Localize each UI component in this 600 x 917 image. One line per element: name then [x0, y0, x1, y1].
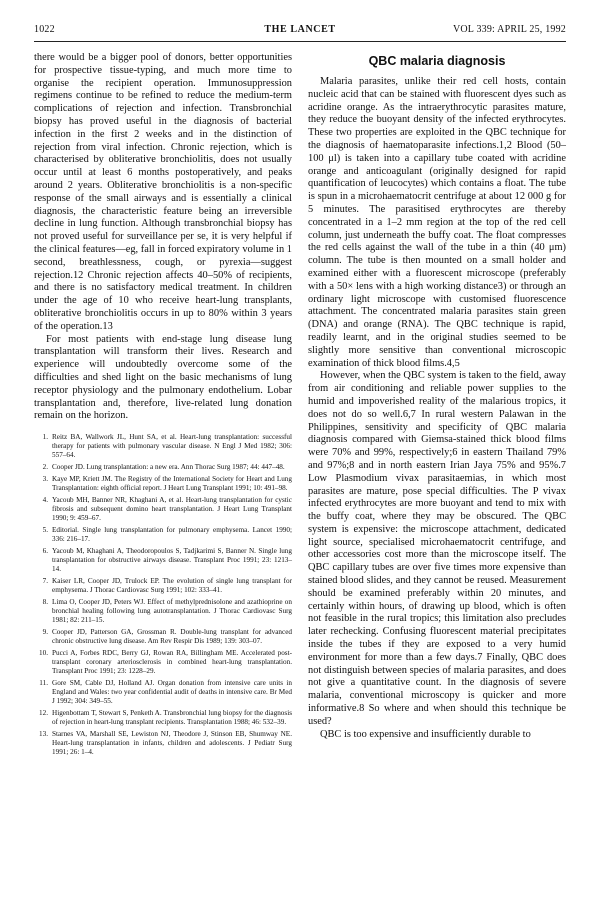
- reference-item: [34, 463, 292, 472]
- reference-text: Yacoub MH, Banner NR, Khaghani A, et al. Heart-lung transplantation for cystic fibrosis and subsequent domino heart transplantation. J Heart Lung Transplant 1990; 9: 459–67.: [52, 496, 292, 523]
- reference-number: 11.: [39, 679, 48, 688]
- reference-number: 10.: [39, 649, 48, 658]
- reference-item: [34, 598, 292, 625]
- journal-name: THE LANCET: [264, 24, 336, 35]
- reference-number: 13.: [39, 730, 48, 739]
- body-paragraph: there would be a bigger pool of donors, better opportunities for prospective tissue-typing, and much more time to organise the recipient operation. Immunosuppression regimens continue to be refined to reduce the medium-term complications of rejection and infection. Transbronchial biopsy has proved useful in the diagnosis of bacterial infection in the first 2 weeks and in the distinction of rejection from viral infection. Chronic rejection, which is characterised by obliterative bronchiolitis, does not usually occur until at least 6 months postoperatively, and peaks around 2 years. Obliterative bronchiolitis is a non-specific response of the small airways and is essentially a clinical diagnosis, the characteristic feature being an irreversible decline in lung function. Although transbronchial biopsy has not proved useful for surveillance per se, it is very helpful if the clinical features—eg, fall in forced expiratory volume in 1 second, breathlessness, cough, or pyrexia—suggest rejection.12 Chronic rejection affects 40–50% of recipients, and there is no satisfactory medical treatment. In children under the age of 10 who receive heart-lung transplants, obliterative bronchiolitis occurs in up to 80% within 3 years of the operation.13: [34, 52, 292, 332]
- reference-item: [34, 577, 292, 595]
- reference-number: 9.: [42, 628, 48, 637]
- body-paragraph: Malaria parasites, unlike their red cell hosts, contain nucleic acid that can be stained with fluorescent dyes such as acridine orange. As the intraerythrocytic parasites mature, they reduce the buoyant density of the infected erythrocytes. These two properties are exploited in the QBC technique for the diagnosis of haematoparasite infections.1,2 Blood (50–100 μl) is taken into a capillary tube coated with acridine orange and anticoagulant (originally designed for rapid quantification of leucocytes) which contains a float. The tube is spun in a microhaematocrit centrifuge at about 12 000 g for 5 minutes. The parasitised erythrocytes are thereby concentrated in a 1–2 mm region at the top of the red cell column, just underneath the buffy coat. The float compresses the red cells against the wall of the tube in a thin (40 μm) column. The tube is then mounted on a small holder and examined either with a fluorescent microscope (preferably with a 50× lens with a high working distance3) or through an ordinary light microscope with customised fluorescence attachment. The concentrated malaria parasites stain green (DNA) and orange (RNA). The QBC technique is rapid, readily learnt, and in the original studies seemed to be slightly more sensitive than conventional microscopic examination of thick blood films.4,5: [308, 76, 566, 369]
- header-rule: [34, 41, 566, 42]
- reference-item: [34, 709, 292, 727]
- reference-text: Pucci A, Forbes RDC, Berry GJ, Rowan RA, Billingham ME. Accelerated post-transplant coronary arteriosclerosis in combined heart-lung transplantation. Transplant Proc 1991; 23: 1228–29.: [52, 649, 292, 676]
- issue-info: VOL 339: APRIL 25, 1992: [452, 24, 566, 35]
- reference-text: Reitz BA, Wallwork JL, Hunt SA, et al. Heart-lung transplantation: successful therapy for patients with pulmonary vascular disease. N Engl J Med 1982; 306: 557–64.: [52, 433, 292, 460]
- reference-item: [34, 526, 292, 544]
- reference-number: 4.: [42, 496, 48, 505]
- reference-text: Editorial. Single lung transplantation for pulmonary emphysema. Lancet 1990; 336: 216–17.: [52, 526, 292, 544]
- running-header: [34, 24, 566, 40]
- reference-item: [34, 730, 292, 757]
- reference-item: [34, 547, 292, 574]
- reference-text: Higenbottam T, Stewart S, Penketh A. Transbronchial lung biopsy for the diagnosis of rejection in heart-lung transplant recipients. Transplantation 1988; 46: 532–39.: [52, 709, 292, 727]
- body-paragraph: QBC is too expensive and insufficiently durable to: [320, 728, 531, 740]
- body-paragraph: However, when the QBC system is taken to the field, away from air conditioning and reliable power supplies to the humid and impoverished reality of the malarious tropics, it does not do so well.6,7 In rural western Palawan in the Philippines, sensitivity and specificity of QBC malaria diagnosis compared with Giemsa-stained thick blood films were 70% and 99%, respectively;6 in eastern Thailand 79% and 97%;8 and in north eastern Irian Jaya 75% and 95%.7 Low Plasmodium vivax parasitaemias, in which most parasites are mature, pose special difficulties. The P vivax infected erythrocytes are more buoyant and tend to mix with the buffy coat, where they may be obscured. The QBC system is expensive: the microscope attachment, dedicated light source, specialised microhaematocrit centrifuge, and other accessories cost more than the microscope itself. The QBC capillary tubes are over five times more expensive than stained blood slides, and they cannot be reused. Measurement should be examined preferably within 20 minutes, and certainly within hours, of drawing up blood, which is often not feasible in the rural tropics; this limitation also precludes later rechecking. Confusing fluorescent material precipitates inside the tubes if they are exposed to a very humid environment for more than a few days.7 Finally, QBC does not distinguish between species of malaria parasites, and does not give a quantitative count. In the diagnosis of severe malaria, conventional microscopy is quicker and more informative.8 So where and when should this technique be used?: [308, 370, 566, 727]
- reference-item: [34, 475, 292, 493]
- reference-number: 6.: [42, 547, 48, 556]
- page-number: 1022: [34, 24, 55, 35]
- right-column: [308, 52, 566, 741]
- reference-text: Yacoub M, Khaghani A, Theodoropoulos S, Tadjkarimi S, Banner N. Single lung transplantation for obstructive airways disease. Transplant Proc 1991; 23: 1213–14.: [52, 547, 292, 574]
- reference-list: [34, 433, 292, 757]
- reference-item: [34, 628, 292, 646]
- body-paragraph: For most patients with end-stage lung disease lung transplantation will transform their lives. Research and experience will undoubtedly overcome some of the difficulties and shed light on the basic mechanisms of lung receptor physiology and the pulmonary endothelium. Lobar transplantation and, therefore, live-related lung donation remain on the horizon.: [34, 333, 292, 422]
- reference-text: Gore SM, Cable DJ, Holland AJ. Organ donation from intensive care units in England and Wales: two year confidential audit of deaths in intensive care. Br Med J 1992; 304: 349–55.: [52, 679, 292, 706]
- reference-text: Kaye MP, Kriett JM. The Registry of the International Society for Heart and Lung Transplantation: eighth official report. J Heart Lung Transplant 1991; 10: 491–98.: [52, 475, 292, 493]
- reference-text: Cooper JD. Lung transplantation: a new era. Ann Thorac Surg 1987; 44: 447–48.: [52, 463, 285, 472]
- reference-number: 5.: [42, 526, 48, 535]
- reference-number: 3.: [42, 475, 48, 484]
- reference-text: Kaiser LR, Cooper JD, Trulock EP. The evolution of single lung transplant for emphysema. J Thorac Cardiovasc Surg 1991; 102: 333–41.: [52, 577, 292, 595]
- reference-number: 1.: [42, 433, 48, 442]
- reference-text: Lima O, Cooper JD, Peters WJ. Effect of methylprednisolone and azathioprine on bronchial healing following lung autotransplantation. J Thorac Cardiovasc Surg 1981; 82: 211–15.: [52, 598, 292, 625]
- left-column: [34, 52, 292, 760]
- reference-number: 8.: [42, 598, 48, 607]
- reference-number: 7.: [42, 577, 48, 586]
- article-title: QBC malaria diagnosis: [368, 54, 506, 68]
- reference-item: [34, 496, 292, 523]
- reference-text: Cooper JD, Patterson GA, Grossman R. Double-lung transplant for advanced chronic obstructive lung disease. Am Rev Respir Dis 1989; 139: 303–07.: [52, 628, 292, 646]
- reference-item: [34, 433, 292, 460]
- reference-number: 2.: [42, 463, 48, 472]
- reference-item: [34, 649, 292, 676]
- reference-item: [34, 679, 292, 706]
- reference-number: 12.: [39, 709, 48, 718]
- reference-text: Starnes VA, Marshall SE, Lewiston NJ, Theodore J, Stinson EB, Shumway NE. Heart-lung transplantation in infants, children and adolescents. J Pediatr Surg 1991; 26: 1–4.: [52, 730, 292, 757]
